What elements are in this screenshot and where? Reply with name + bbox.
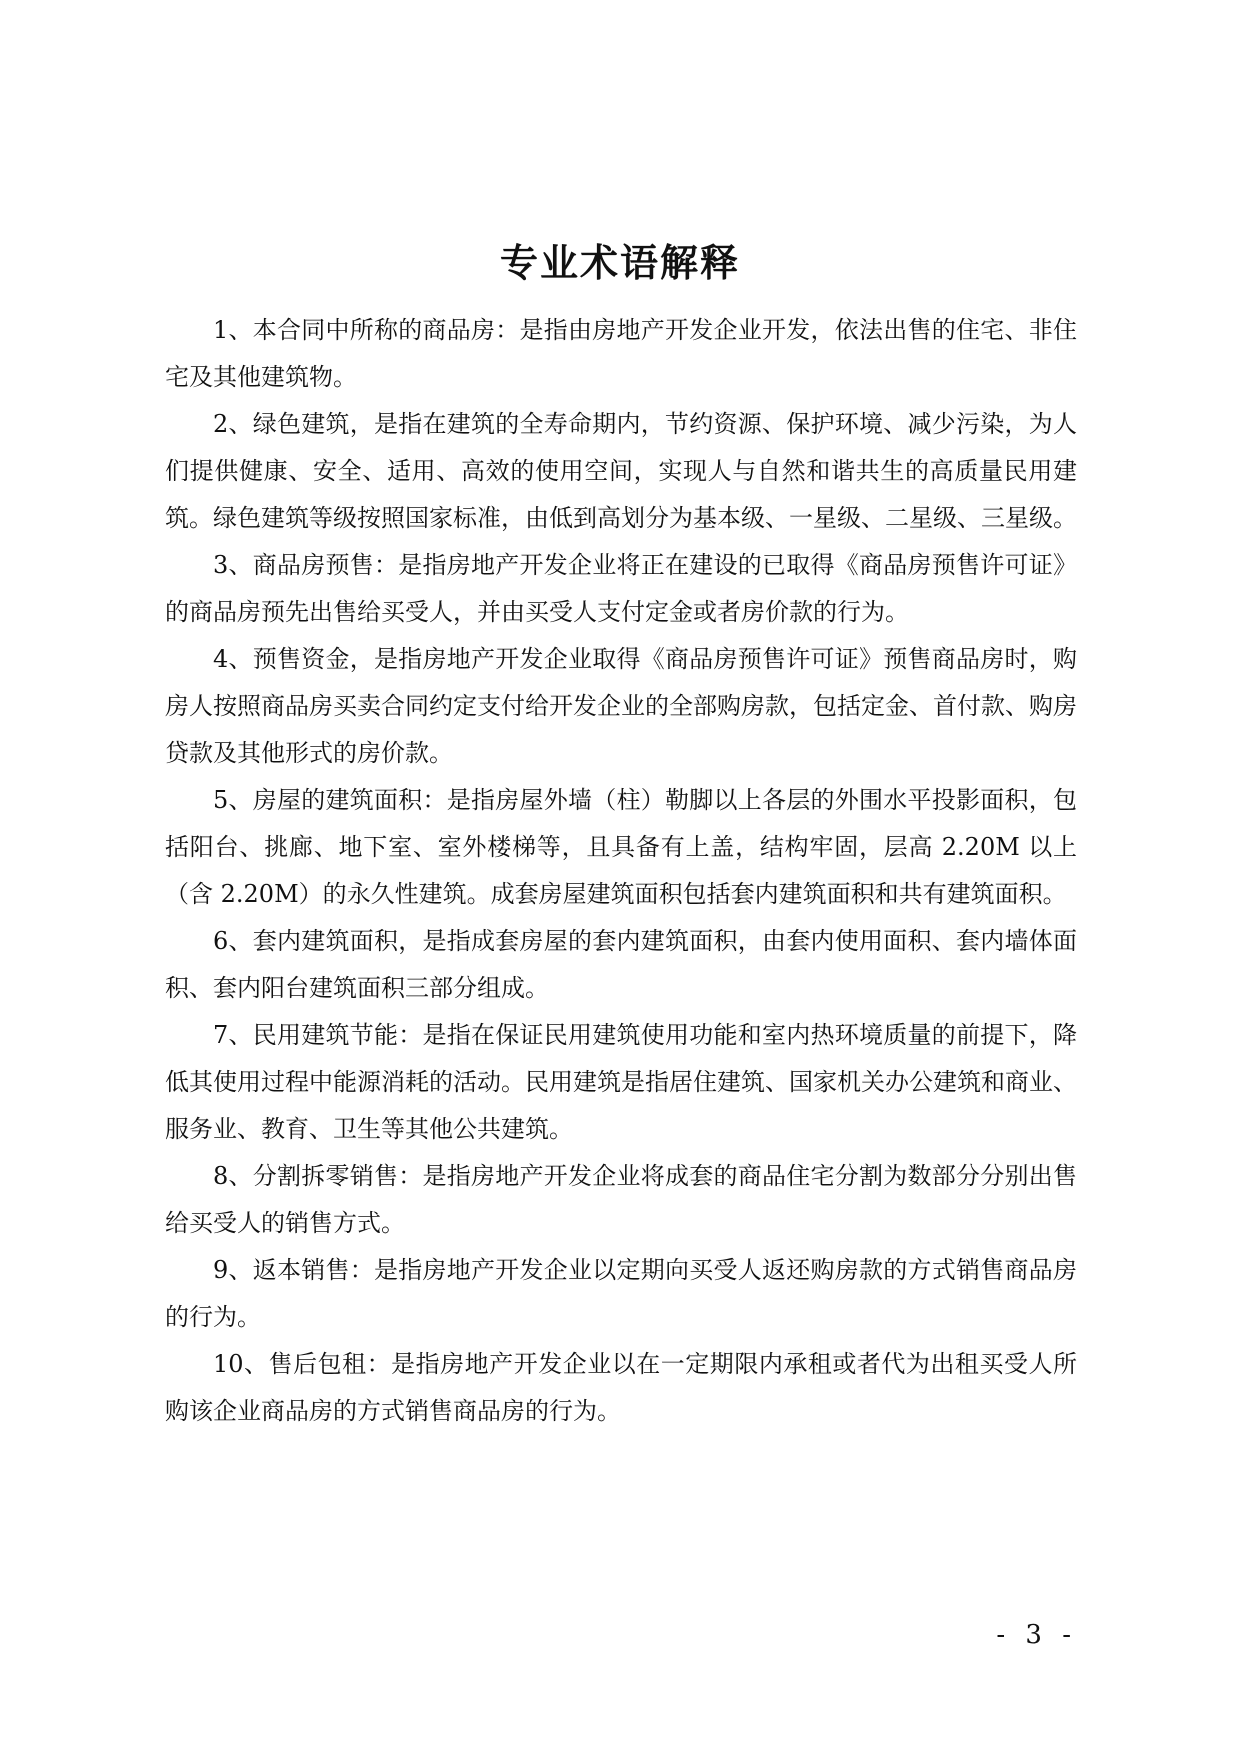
- term-4: 4、预售资金，是指房地产开发企业取得《商品房预售许可证》预售商品房时，购房人按照商品房买卖合同约定支付给开发企业的全部购房款，包括定金、首付款、购房贷款及其他形式的房价款。: [165, 645, 1077, 767]
- term-6: 6、套内建筑面积，是指成套房屋的套内建筑面积，由套内使用面积、套内墙体面积、套内阳台建筑面积三部分组成。: [165, 927, 1077, 1002]
- term-8: 8、分割拆零销售：是指房地产开发企业将成套的商品住宅分割为数部分分别出售给买受人的销售方式。: [165, 1162, 1077, 1237]
- term-9: 9、返本销售：是指房地产开发企业以定期向买受人返还购房款的方式销售商品房的行为。: [165, 1256, 1077, 1331]
- term-5: 5、房屋的建筑面积：是指房屋外墙（柱）勒脚以上各层的外围水平投影面积，包括阳台、挑廊、地下室、室外楼梯等，且具备有上盖，结构牢固，层高 2.20M 以上（含 2.20M）的永久性建筑。成套房屋建筑面积包括套内建筑面积和共有建筑面积。: [165, 786, 1077, 908]
- term-1: 1、本合同中所称的商品房：是指由房地产开发企业开发，依法出售的住宅、非住宅及其他建筑物。: [165, 316, 1077, 391]
- page-title: 专业术语解释: [499, 241, 740, 286]
- term-2: 2、绿色建筑，是指在建筑的全寿命期内，节约资源、保护环境、减少污染，为人们提供健康、安全、适用、高效的使用空间，实现人与自然和谐共生的高质量民用建筑。绿色建筑等级按照国家标准，由低到高划分为基本级、一星级、二星级、三星级。: [165, 410, 1077, 532]
- term-3: 3、商品房预售：是指房地产开发企业将正在建设的已取得《商品房预售许可证》的商品房预先出售给买受人，并由买受人支付定金或者房价款的行为。: [165, 551, 1077, 626]
- page-number: - 3 -: [996, 1620, 1077, 1650]
- terms-list: [165, 307, 1077, 1435]
- term-7: 7、民用建筑节能：是指在保证民用建筑使用功能和室内热环境质量的前提下，降低其使用过程中能源消耗的活动。民用建筑是指居住建筑、国家机关办公建筑和商业、服务业、教育、卫生等其他公共建筑。: [165, 1021, 1077, 1143]
- term-10: 10、售后包租：是指房地产开发企业以在一定期限内承租或者代为出租买受人所购该企业商品房的方式销售商品房的行为。: [165, 1350, 1077, 1425]
